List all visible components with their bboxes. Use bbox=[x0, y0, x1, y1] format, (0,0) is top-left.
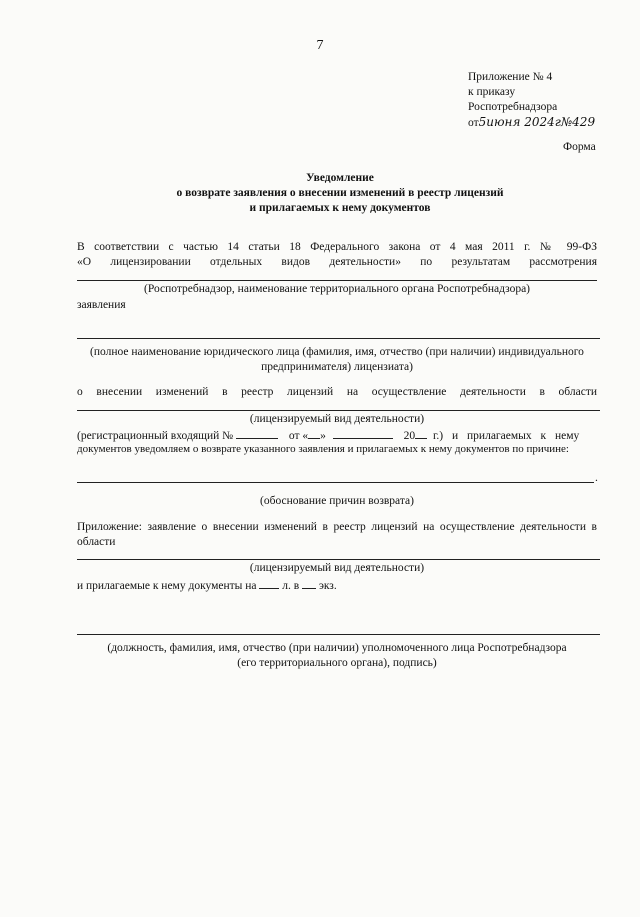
word-application: заявления bbox=[77, 299, 126, 311]
reg-text-4: 20 bbox=[403, 430, 416, 442]
reg-day-blank bbox=[308, 427, 320, 439]
form-label: Форма bbox=[563, 141, 596, 153]
appendix-number: Приложение № 4 bbox=[468, 71, 553, 83]
reason-field-line bbox=[77, 482, 594, 483]
attachment-line-1: Приложение: заявление о внесении изменений в реестр лицензий на осуществление деятельности в bbox=[77, 521, 597, 533]
appendix-date-handwritten: 5июня 2024г№429 bbox=[478, 115, 596, 129]
reg-text-5: г.) и прилагаемых к нему bbox=[433, 430, 580, 442]
appendix-date-prefix: от bbox=[468, 117, 479, 129]
docs-copies-blank bbox=[302, 577, 316, 589]
intro-line-2: «О лицензировании отдельных видов деятельности» по результатам рассмотрения bbox=[77, 256, 597, 268]
intro-line-1: В соответствии с частью 14 статьи 18 Федерального закона от 4 мая 2011 г. № 99-ФЗ bbox=[77, 241, 597, 253]
entity-field-line bbox=[77, 338, 600, 339]
reg-line-2: документов уведомляем о возврате указанного заявления и прилагаемых к нему документов по причине: bbox=[77, 443, 569, 455]
reg-text-2: от « bbox=[288, 430, 309, 442]
caption-entity-1: (полное наименование юридического лица (фамилия, имя, отчество (при наличии) индивидуального bbox=[90, 346, 584, 358]
caption-signer-1: (должность, фамилия, имя, отчество (при наличии) уполномоченного лица Роспотребнадзора bbox=[107, 642, 567, 654]
caption-reason: (обоснование причин возврата) bbox=[260, 495, 414, 507]
appendix-block bbox=[468, 70, 595, 131]
appendix-order-ref: к приказу bbox=[468, 86, 516, 98]
activity-field-line bbox=[77, 410, 600, 411]
caption-authority: (Роспотребнадзор, наименование территориального органа Роспотребнадзора) bbox=[144, 283, 530, 295]
authority-field-line bbox=[77, 280, 597, 281]
docs-sheets-blank bbox=[259, 577, 279, 589]
reg-text-3: » bbox=[320, 430, 326, 442]
reason-period: . bbox=[595, 472, 598, 484]
appendix-date-line bbox=[468, 115, 595, 131]
title-line-2: о возврате заявления о внесении изменений в реестр лицензий bbox=[176, 187, 504, 199]
changes-line: о внесении изменений в реестр лицензий на осуществление деятельности в области bbox=[77, 386, 597, 398]
appendix-agency: Роспотребнадзора bbox=[468, 101, 558, 113]
docs-text-3: экз. bbox=[318, 580, 337, 592]
reg-year-blank bbox=[415, 427, 427, 439]
activity-field-line-2 bbox=[77, 559, 600, 560]
caption-activity-2: (лицензируемый вид деятельности) bbox=[249, 562, 425, 574]
reg-month-blank bbox=[333, 427, 393, 439]
page-number: 7 bbox=[316, 38, 324, 53]
reg-text-1: (регистрационный входящий № bbox=[77, 430, 234, 442]
title-line-3: и прилагаемых к нему документов bbox=[249, 202, 431, 214]
reg-number-blank bbox=[236, 427, 278, 439]
document-title bbox=[80, 171, 600, 216]
attachment-line-2: области bbox=[77, 536, 116, 548]
caption-activity: (лицензируемый вид деятельности) bbox=[249, 413, 425, 425]
caption-signer-2: (его территориального органа), подпись) bbox=[237, 657, 437, 669]
caption-entity-2: предпринимателя) лицензиата) bbox=[261, 361, 413, 373]
signer-field-line bbox=[77, 634, 600, 635]
docs-text-2: л. в bbox=[282, 580, 300, 592]
docs-text-1: и прилагаемые к нему документы на bbox=[77, 580, 257, 592]
docs-line bbox=[77, 577, 597, 594]
title-line-1: Уведомление bbox=[306, 172, 374, 184]
